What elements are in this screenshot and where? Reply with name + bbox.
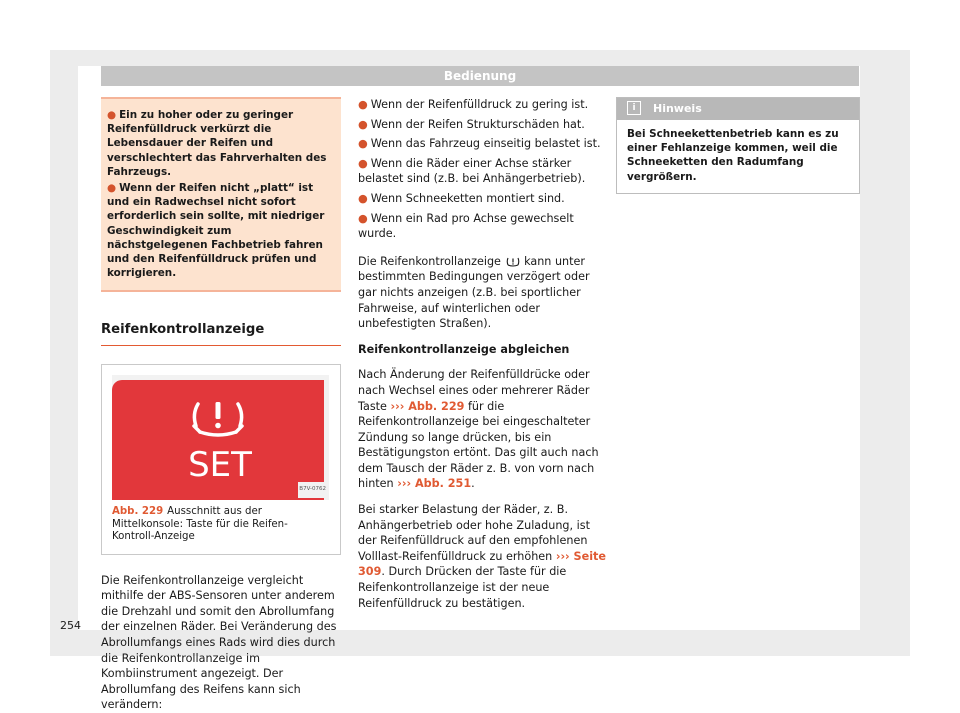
column-left <box>101 97 341 713</box>
figure-reference-link[interactable]: ››› Abb. 229 <box>390 399 465 413</box>
info-icon: i <box>627 101 641 115</box>
bullet-icon: ● <box>107 182 117 195</box>
page-header: Bedienung <box>101 66 859 86</box>
subheading: Reifenkontrollanzeige abgleichen <box>358 342 570 356</box>
list-item: ● Wenn der Reifenfülldruck zu gering ist. <box>358 98 589 111</box>
list-item: ● Wenn der Reifen Strukturschäden hat. <box>358 117 585 131</box>
page-number: 254 <box>60 619 81 632</box>
tpms-button-image <box>112 375 329 500</box>
note-body: Bei Schneekettenbetrieb kann es zu einer Fehlanzeige kommen, weil die Schneeketten den Radumfang vergrößern. <box>627 128 839 183</box>
note-box <box>616 97 860 194</box>
bullet-icon: ● <box>358 191 368 205</box>
bullet-icon: ● <box>358 98 368 111</box>
list-item: ● Wenn die Räder einer Achse stärker belastet sind (z.B. bei Anhängerbetrieb). <box>358 156 586 186</box>
intro-paragraph: Die Reifenkontrollanzeige vergleicht mithilfe der ABS-Sensoren unter anderem die Drehzahl und somit den Abrollumfang der einzelnen Räder. Bei Veränderung des Abrollumfangs eines Rads wird dies durch die Reifenkontrollanzeige im Kombiinstrument angezeigt. Der Abrollumfang des Reifens kann sich verändern: <box>101 573 337 712</box>
warning-bottom-rule <box>101 290 341 292</box>
list-item: ● Wenn Schneeketten montiert sind. <box>358 191 565 205</box>
note-title: Hinweis <box>653 102 702 115</box>
column-middle <box>358 97 606 621</box>
bullet-icon: ● <box>107 109 117 121</box>
list-item: ● Wenn ein Rad pro Achse gewechselt wurde. <box>358 211 574 241</box>
figure-reference-link[interactable]: ››› Abb. 251 <box>397 477 472 491</box>
bullet-icon: ● <box>358 156 368 170</box>
warning-item: ● Wenn der Reifen nicht „platt“ ist und ein Radwechsel nicht sofort erforderlich sein sollte, mit niedriger Geschwindigkeit zum nächstgelegenen Fachbetrieb fahren und den Reifenfülldruck prüfen und korrigieren. <box>107 182 325 280</box>
column-right <box>616 97 860 194</box>
tire-pressure-icon <box>112 380 324 500</box>
figure <box>101 364 341 555</box>
tire-warning-inline-icon <box>505 257 521 267</box>
warning-box <box>101 99 341 290</box>
bullet-icon: ● <box>358 117 368 131</box>
section-rule <box>101 345 341 346</box>
bullet-icon: ● <box>358 211 368 225</box>
set-label: SET <box>188 445 252 486</box>
list-item: ● Wenn das Fahrzeug einseitig belastet ist. <box>358 137 601 151</box>
paragraph-calibrate: Nach Änderung der Reifenfülldrücke oder nach Wechsel eines oder mehrerer Räder Taste ››› Abb. 229 für die Reifenkontrollanzeige bei eingeschalteter Zündung so lange drücken, bis ein Bestätigungston ertönt. Das gilt auch nach dem Tausch der Räder z. B. von vorn nach hinten ››› Abb. 251. <box>358 368 599 491</box>
figure-caption: Abb. 229 Ausschnitt aus der Mittelkonsole: Taste für die Reifen-Kontroll-Anzeige <box>112 506 288 543</box>
bullet-icon: ● <box>358 137 368 151</box>
note-header <box>617 98 859 120</box>
paragraph-load: Bei starker Belastung der Räder, z. B. Anhängerbetrieb oder hohe Zuladung, ist der Reifenfülldruck auf den empfohlenen Volllast-Reifenfülldruck zu erhöhen ››› Seite 309. Durch Drücken der Taste für die Reifenkontrollanzeige ist der neue Reifenfülldruck zu bestätigen. <box>358 503 606 610</box>
tpms-set-button <box>112 380 324 500</box>
page-reference-link[interactable]: ››› Seite 309 <box>358 549 606 579</box>
warning-item: ● Ein zu hoher oder zu geringer Reifenfülldruck verkürzt die Lebensdauer der Reifen und verschlechtert das Fahrverhalten des Fahrzeugs. <box>107 109 327 178</box>
image-code: B7V-0762 <box>298 482 327 498</box>
section-title: Reifenkontrollanzeige <box>101 322 265 338</box>
figure-number: Abb. 229 <box>112 506 164 518</box>
paragraph-tpms-delay: Die Reifenkontrollanzeige kann unter bestimmten Bedingungen verzögert oder gar nichts anzeigen (z.B. bei sportlicher Fahrweise, auf winterlichen oder unbefestigten Straßen). <box>358 254 590 331</box>
